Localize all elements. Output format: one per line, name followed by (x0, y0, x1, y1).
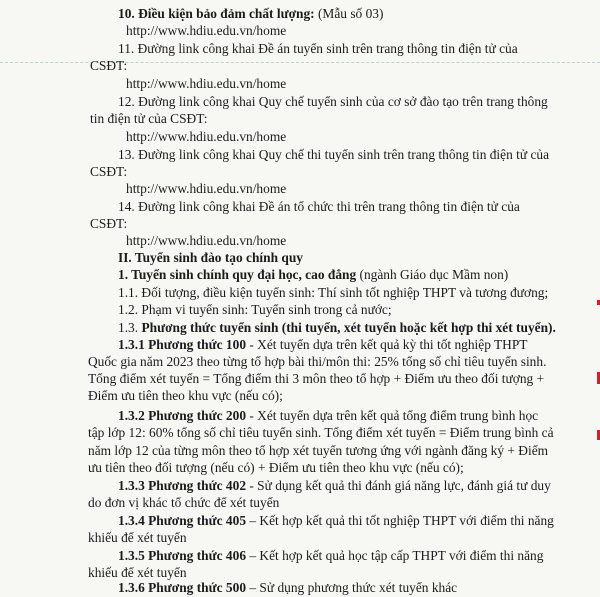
item-13-line-a (0, 147, 600, 163)
method-200-line-b (0, 425, 600, 441)
method-100-title: 1.3.1 Phương thức 100 (118, 337, 247, 352)
item-14-text-a: 14. Đường link công khai Đề án tổ chức thi trên trang thông tin điện tử của (118, 199, 520, 214)
method-406-line-a (0, 548, 600, 564)
method-406-title: 1.3.5 Phương thức 406 (118, 548, 247, 563)
method-405-text-b: khiếu để xét tuyển (88, 530, 187, 545)
method-200-text-b: tập lớp 12: 60% tổng số chỉ tiêu tuyển sinh. Tổng điểm xét tuyển = Điểm trung bình cả (88, 425, 554, 440)
method-200-line-c (0, 443, 600, 459)
item-13-line-b (0, 164, 600, 180)
method-405-line-a (0, 513, 600, 529)
item-10-note: (Mẫu số 03) (314, 6, 384, 21)
item-14-url-line (0, 233, 600, 249)
item-11-text-a: 11. Đường link công khai Đề án tuyển sinh trên trang thông tin điện tử của (118, 41, 518, 56)
item-12-text-b: tin điện tử của CSĐT: (90, 111, 208, 126)
method-200-line-d (0, 460, 600, 476)
item-14-url[interactable]: http://www.hdiu.edu.vn/home (126, 233, 287, 248)
method-100-line-d (0, 388, 600, 404)
method-100-text-b: Quốc gia năm 2023 theo từng tổ hợp bài thi/môn thi: 25% tổng số chỉ tiêu tuyển sinh. (88, 354, 547, 369)
item-13-url-line (0, 181, 600, 197)
method-200-text-c: năm lớp 12 của từng môn theo tổ hợp xét tuyển tương ứng với ngành đăng ký + Điểm (88, 443, 549, 458)
item-14-line-a (0, 199, 600, 215)
item-14-line-b (0, 216, 600, 232)
method-405-title: 1.3.4 Phương thức 405 (118, 513, 247, 528)
section-1-3-line (0, 320, 600, 336)
method-200-line-a (0, 408, 600, 424)
item-10-url-line (0, 23, 600, 39)
method-100-line-c (0, 371, 600, 387)
method-100-line-a (0, 337, 600, 353)
section-1-title: 1. Tuyển sinh chính quy đại học, cao đẳng (118, 267, 357, 282)
section-1-3-title: Phương thức tuyển sinh (thi tuyển, xét tuyển hoặc kết hợp thi xét tuyển). (141, 320, 556, 335)
item-11-text-b: CSĐT: (90, 58, 128, 73)
section-1-note: (ngành Giáo dục Mầm non) (356, 267, 509, 282)
method-500-text-a: – Sử dụng phương thức xét tuyển khác (246, 580, 458, 595)
item-10-line (0, 6, 600, 22)
section-1-2-text: 1.2. Phạm vi tuyển sinh: Tuyển sinh trong cả nước; (118, 302, 392, 317)
method-100-line-b (0, 354, 600, 370)
method-500-line-a (0, 580, 600, 596)
item-11-line-b (0, 58, 600, 74)
item-10-url[interactable]: http://www.hdiu.edu.vn/home (126, 23, 287, 38)
item-11-url[interactable]: http://www.hdiu.edu.vn/home (126, 76, 287, 91)
section-1-1-text: 1.1. Đối tượng, điều kiện tuyển sinh: Thí sinh tốt nghiệp THPT và tương đương; (118, 285, 549, 300)
section-1-2-line (0, 302, 600, 318)
item-13-text-b: CSĐT: (90, 164, 128, 179)
method-402-text-a: - Sử dụng kết quả thi đánh giá năng lực, đánh giá tư duy (246, 478, 551, 493)
method-405-line-b (0, 530, 600, 546)
method-402-title: 1.3.3 Phương thức 402 (118, 478, 247, 493)
method-100-text-a: - Xét tuyển dựa trên kết quả kỳ thi tốt nghiệp THPT (246, 337, 528, 352)
item-12-url-line (0, 129, 600, 145)
item-10-title: 10. Điều kiện bảo đảm chất lượng: (118, 6, 315, 21)
method-406-text-b: khiếu để xét tuyển (88, 565, 187, 580)
item-12-line-a (0, 94, 600, 110)
item-12-url[interactable]: http://www.hdiu.edu.vn/home (126, 129, 287, 144)
method-402-line-a (0, 478, 600, 494)
method-200-text-a: - Xét tuyển dựa trên kết quả tổng điểm trung bình học (246, 408, 539, 423)
item-12-text-a: 12. Đường link công khai Quy chế tuyển sinh của cơ sở đào tạo trên trang thông (118, 94, 548, 109)
method-405-text-a: – Kết hợp kết quả thi tốt nghiệp THPT với điểm thi năng (246, 513, 554, 528)
method-100-text-c: Tổng điểm xét tuyển = Tổng điểm thi 3 môn theo tổ hợp + Điểm ưu theo đối tượng + (88, 371, 545, 386)
method-406-text-a: – Kết hợp kết quả học tập cấp THPT với điểm thi năng (246, 548, 544, 563)
section-1-1-line (0, 285, 600, 301)
section-1-heading (0, 267, 600, 283)
section-2-heading (0, 250, 600, 266)
method-200-title: 1.3.2 Phương thức 200 (118, 408, 247, 423)
method-402-text-b: do đơn vị khác tổ chức để xét tuyển (88, 495, 280, 510)
method-406-line-b (0, 565, 600, 581)
method-100-text-d: Điểm ưu tiên theo khu vực (nếu có); (88, 388, 283, 403)
item-13-text-a: 13. Đường link công khai Quy chế thi tuyển sinh trên trang thông tin điện tử của (118, 147, 550, 162)
item-14-text-b: CSĐT: (90, 216, 128, 231)
item-12-line-b (0, 111, 600, 127)
item-13-url[interactable]: http://www.hdiu.edu.vn/home (126, 181, 287, 196)
method-402-line-b (0, 495, 600, 511)
method-500-title: 1.3.6 Phương thức 500 (118, 580, 247, 595)
section-1-3-label: 1.3. (118, 320, 142, 335)
item-11-line-a (0, 41, 600, 57)
section-2-title: II. Tuyển sinh đào tạo chính quy (118, 250, 303, 265)
item-11-url-line (0, 76, 600, 92)
method-200-text-d: ưu tiên theo đối tượng (nếu có) + Điểm ưu tiên theo khu vực (nếu có); (88, 460, 464, 475)
